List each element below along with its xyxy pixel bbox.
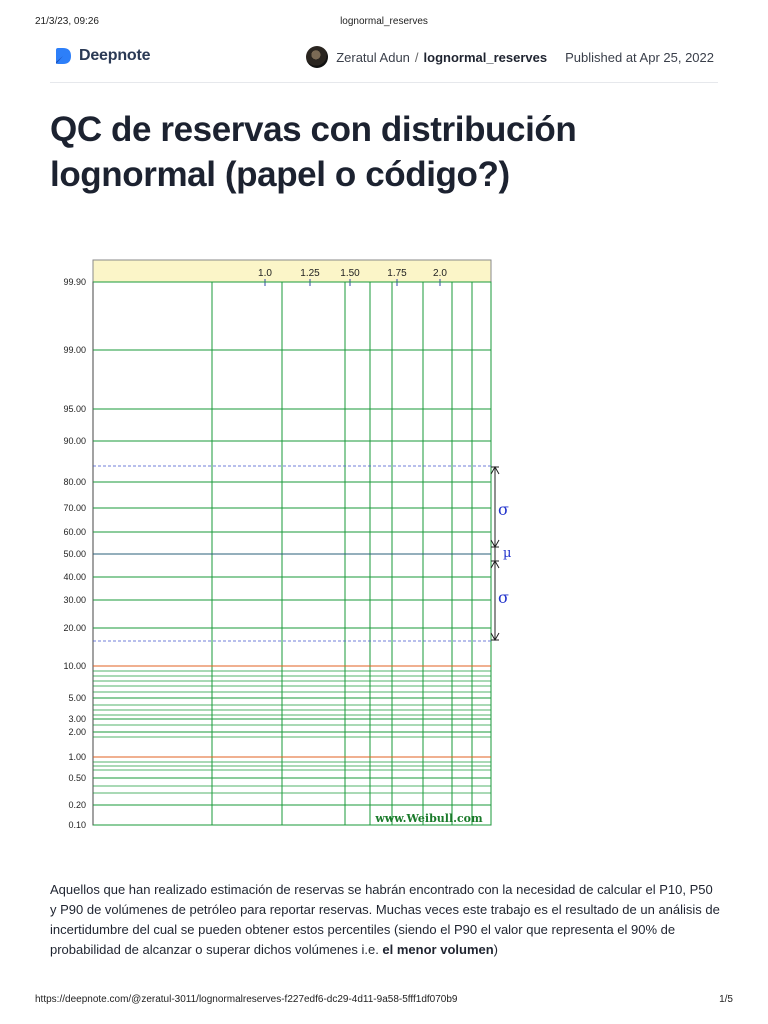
y-tick-label: 95.00 bbox=[63, 404, 86, 414]
y-tick-label: 40.00 bbox=[63, 572, 86, 582]
print-footer bbox=[0, 994, 768, 1008]
y-tick-label: 3.00 bbox=[68, 714, 86, 724]
top-scale-label: 1.25 bbox=[300, 268, 320, 279]
author-link[interactable]: Zeratul Adun bbox=[336, 49, 410, 65]
weibull-watermark: www.Weibull.com bbox=[375, 812, 483, 825]
top-scale-label: 1.75 bbox=[387, 268, 407, 279]
print-header bbox=[0, 16, 768, 30]
page-title: QC de reservas con distribución lognormal (papel o código?) bbox=[50, 110, 577, 194]
sigma-upper-label: σ bbox=[498, 500, 509, 519]
y-tick-label: 0.50 bbox=[68, 773, 86, 783]
y-tick-label: 70.00 bbox=[63, 503, 86, 513]
top-scale-label: 1.0 bbox=[258, 268, 272, 279]
mu-label: µ bbox=[503, 546, 512, 561]
y-tick-label: 0.20 bbox=[68, 800, 86, 810]
top-bar bbox=[50, 40, 718, 74]
intro-paragraph bbox=[50, 880, 720, 960]
y-tick-label: 20.00 bbox=[63, 623, 86, 633]
brand-link[interactable] bbox=[53, 46, 150, 66]
y-tick-label: 99.90 bbox=[63, 277, 86, 287]
y-tick-label: 1.00 bbox=[68, 752, 86, 762]
y-tick-label: 5.00 bbox=[68, 693, 86, 703]
y-tick-label: 60.00 bbox=[63, 527, 86, 537]
breadcrumb-separator: / bbox=[414, 49, 419, 65]
notebook-meta bbox=[306, 46, 714, 68]
brand-name: Deepnote bbox=[79, 47, 151, 64]
published-date: Published at Apr 25, 2022 bbox=[565, 49, 714, 65]
avatar[interactable] bbox=[306, 46, 328, 68]
y-tick-label: 2.00 bbox=[68, 727, 86, 737]
print-title: lognormal_reserves bbox=[340, 16, 428, 27]
page-number: 1/5 bbox=[719, 994, 733, 1005]
intro-text-end: ) bbox=[493, 942, 499, 957]
y-tick-label: 10.00 bbox=[63, 661, 86, 671]
top-scale-label: 2.0 bbox=[433, 268, 447, 279]
chart-header-band bbox=[93, 260, 491, 282]
notebook-link[interactable]: lognormal_reserves bbox=[423, 49, 548, 65]
header-divider bbox=[50, 82, 718, 83]
sigma-lower-label: σ bbox=[498, 588, 509, 607]
lognormal-paper-chart bbox=[40, 255, 540, 835]
y-tick-label: 0.10 bbox=[68, 820, 86, 830]
y-tick-label: 80.00 bbox=[63, 477, 86, 487]
print-url: https://deepnote.com/@zeratul-3011/lognormalreserves-f227edf6-dc29-4d11-9a58-5fff1df070b9 bbox=[35, 994, 458, 1005]
deepnote-logo-icon bbox=[53, 46, 73, 66]
intro-text: Aquellos que han realizado estimación de reservas se habrán encontrado con la necesidad de calcular el P10, P50 y P90 de volúmenes de petróleo para reportar reservas. Muchas veces este trabajo es el resultado de un análisis de incertidumbre del cual se pueden obtener estos percentiles (siendo el P90 el valor que representa el 90% de probabilidad de alcanzar o superar dichos volúmenes i.e. bbox=[50, 882, 720, 957]
top-scale-label: 1.50 bbox=[340, 268, 360, 279]
chart-svg bbox=[40, 255, 540, 835]
y-tick-label: 50.00 bbox=[63, 549, 86, 559]
intro-bold: el menor volumen bbox=[382, 942, 494, 957]
y-tick-label: 99.00 bbox=[63, 345, 86, 355]
y-tick-label: 90.00 bbox=[63, 436, 86, 446]
print-date: 21/3/23, 09:26 bbox=[35, 16, 99, 27]
y-tick-label: 30.00 bbox=[63, 595, 86, 605]
